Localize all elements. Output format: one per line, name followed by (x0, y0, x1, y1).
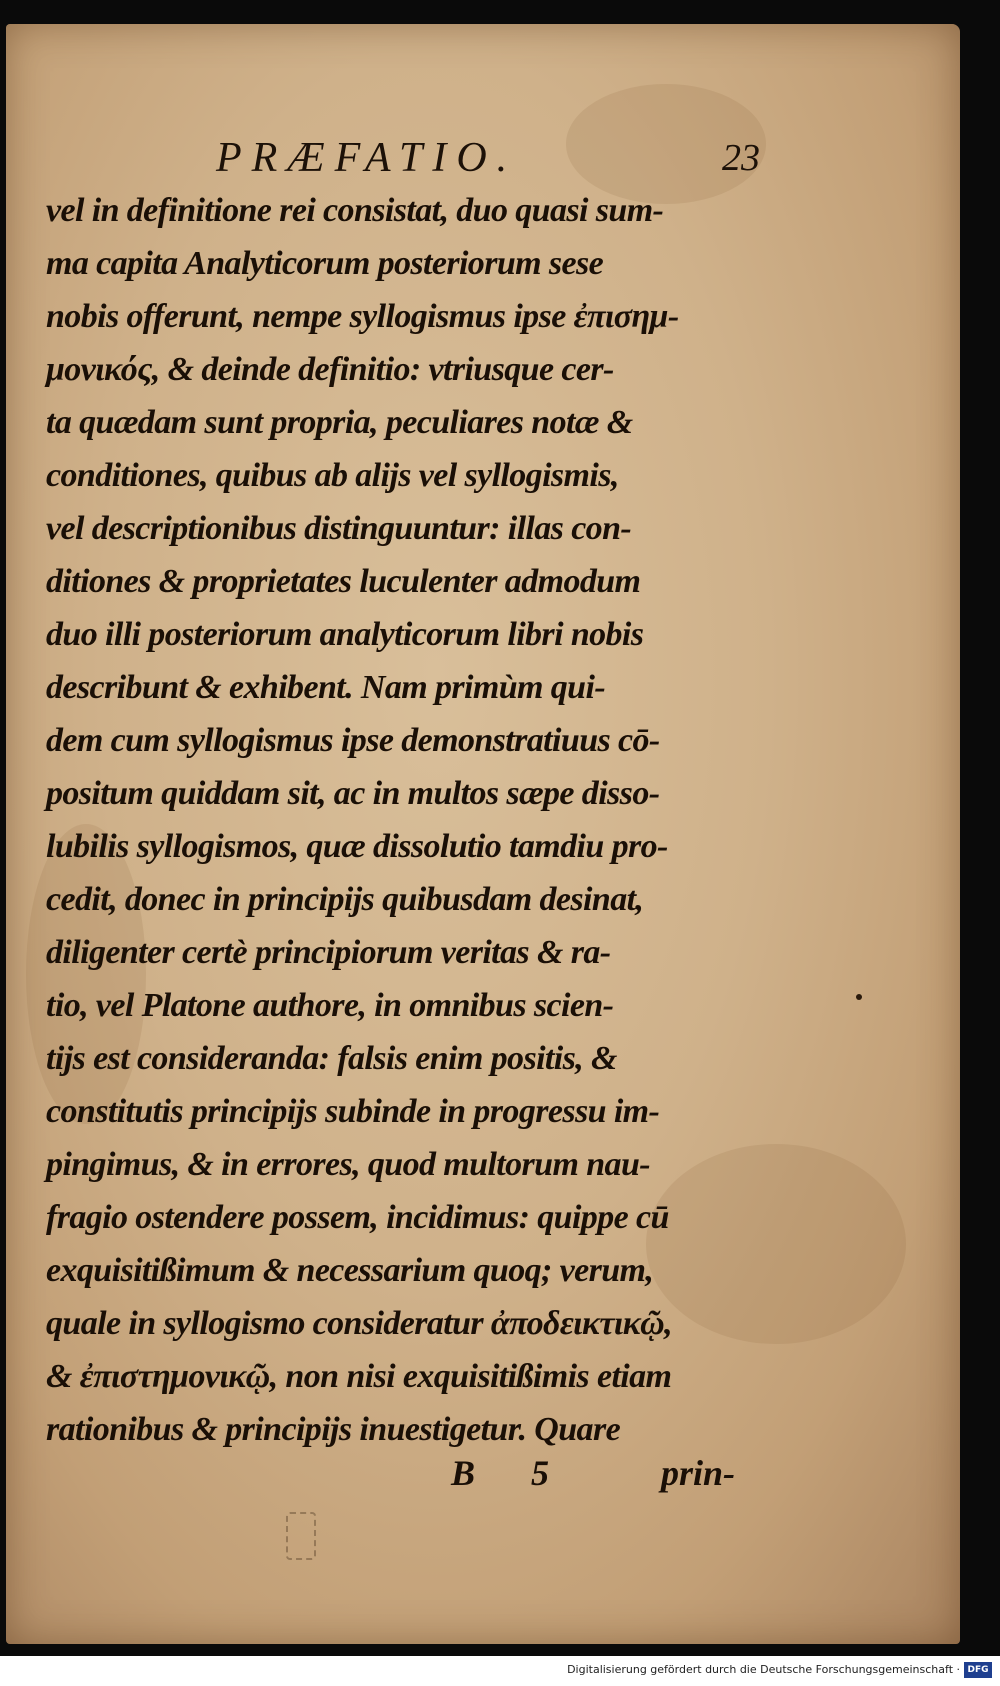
book-page (6, 24, 960, 1644)
faint-mark (286, 1512, 316, 1560)
dfg-logo: DFG (964, 1662, 992, 1678)
text-line: rationibus & principijs inuestigetur. Quare (46, 1411, 621, 1448)
credit-text: Digitalisierung gefördert durch die Deutsche Forschungsgemeinschaft · (567, 1663, 960, 1676)
text-line: positum quiddam sit, ac in multos sæpe disso- (46, 775, 660, 812)
text-line: cedit, donec in principijs quibusdam desinat, (46, 881, 644, 918)
page-footer (6, 1452, 960, 1502)
text-line: duo illi posteriorum analyticorum libri nobis (46, 616, 644, 653)
text-line: conditiones, quibus ab alijs vel syllogismis, (46, 457, 619, 494)
text-line: μονικός, & deinde definitio: vtriusque cer- (46, 351, 614, 388)
text-line: quale in syllogismo consideratur ἀποδεικτικῷ, (46, 1305, 673, 1342)
ink-dot (856, 994, 862, 1000)
text-line: pingimus, & in errores, quod multorum nau- (46, 1146, 650, 1183)
text-line: vel descriptionibus distinguuntur: illas con- (46, 510, 632, 547)
page-number: 23 (722, 137, 760, 179)
header-title: PRÆFATIO. (216, 135, 518, 181)
text-line: lubilis syllogismos, quæ dissolutio tamdiu pro- (46, 828, 668, 865)
text-line: ta quædam sunt propria, peculiares notæ & (46, 404, 633, 441)
catchword: prin- (661, 1453, 736, 1493)
body-text (46, 184, 766, 1456)
text-line: exquisitißimum & necessarium quoq; verum, (46, 1252, 654, 1289)
signature-number: 5 (531, 1453, 549, 1493)
signature-mark: B (451, 1453, 476, 1493)
running-header (6, 134, 960, 184)
text-line: ma capita Analyticorum posteriorum sese (46, 245, 604, 282)
credit-bar (0, 1656, 1000, 1686)
text-line: constitutis principijs subinde in progressu im- (46, 1093, 660, 1130)
text-line: vel in definitione rei consistat, duo quasi sum- (46, 192, 664, 229)
text-line: ditiones & proprietates luculenter admodum (46, 563, 641, 600)
text-line: diligenter certè principiorum veritas & ra- (46, 934, 611, 971)
text-line: describunt & exhibent. Nam primùm qui- (46, 669, 606, 706)
text-line: & ἐπιστημονικῷ, non nisi exquisitißimis etiam (46, 1358, 672, 1395)
text-line: nobis offerunt, nempe syllogismus ipse ἐπισημ- (46, 298, 679, 335)
text-line: dem cum syllogismus ipse demonstratiuus cō- (46, 722, 660, 759)
text-line: fragio ostendere possem, incidimus: quippe cū (46, 1199, 669, 1236)
text-line: tijs est consideranda: falsis enim positis, & (46, 1040, 617, 1077)
text-line: tio, vel Platone authore, in omnibus scien- (46, 987, 614, 1024)
